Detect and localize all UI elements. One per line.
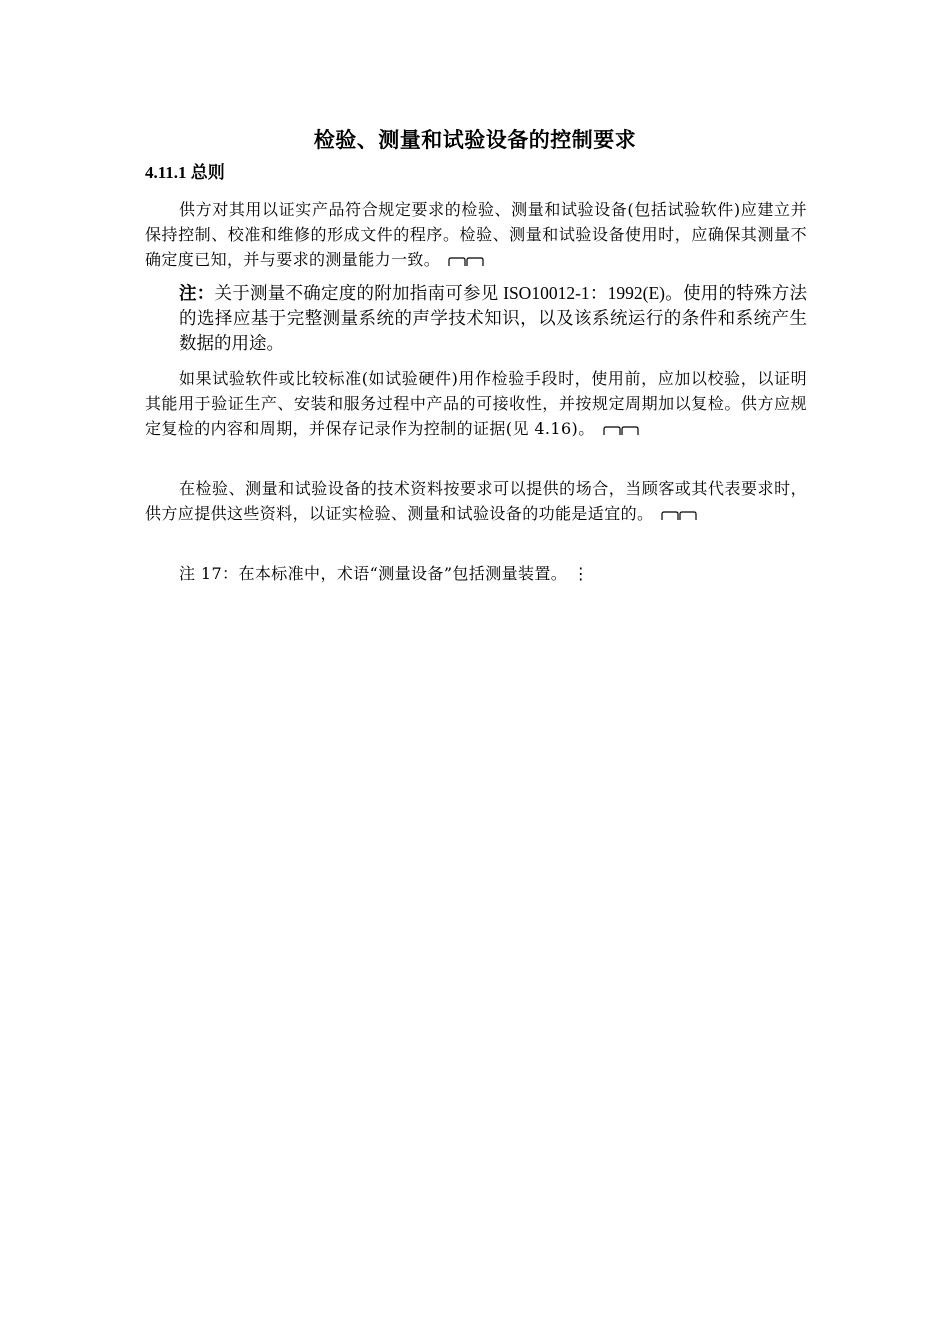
paragraph-test-software: [145, 366, 807, 441]
paragraph-end-mark-icon: [603, 426, 639, 436]
paragraph-general-requirements: [145, 197, 807, 272]
footnote-mark: ⋮: [572, 564, 590, 583]
paragraph-technical-data: [145, 476, 807, 526]
document-title: 检验、测量和试验设备的控制要求: [313, 128, 637, 152]
footnote-17: [179, 561, 589, 586]
note-text: 关于测量不确定度的附加指南可参见 ISO10012-1：1992(E)。使用的特殊方法的选择应基于完整测量系统的声学技术知识，以及该系统运行的条件和系统产生数据的用途。: [179, 283, 807, 353]
paragraph-text: 在检验、测量和试验设备的技术资料按要求可以提供的场合，当顾客或其代表要求时，供方应提供这些资料，以证实检验、测量和试验设备的功能是适宜的。: [145, 479, 807, 523]
note-label: 注：: [179, 283, 215, 303]
section-heading: 4.11.1 总则: [145, 163, 225, 182]
paragraph-end-mark-icon: [448, 257, 484, 267]
paragraph-text: 如果试验软件或比较标准(如试验硬件)用作检验手段时，使用前，应加以校验，以证明其能用于验证生产、安装和服务过程中产品的可接收性，并按规定周期加以复检。供方应规定复检的内容和周期，并保存记录作为控制的证据(见 4.16)。: [145, 369, 807, 438]
footnote-text: 注 17：在本标准中，术语“测量设备”包括测量装置。: [179, 564, 568, 583]
note-measurement-uncertainty: [179, 281, 807, 356]
paragraph-end-mark-icon: [661, 511, 697, 521]
paragraph-text: 供方对其用以证实产品符合规定要求的检验、测量和试验设备(包括试验软件)应建立并保持控制、校准和维修的形成文件的程序。检验、测量和试验设备使用时，应确保其测量不确定度已知，并与要求的测量能力一致。: [145, 200, 807, 269]
